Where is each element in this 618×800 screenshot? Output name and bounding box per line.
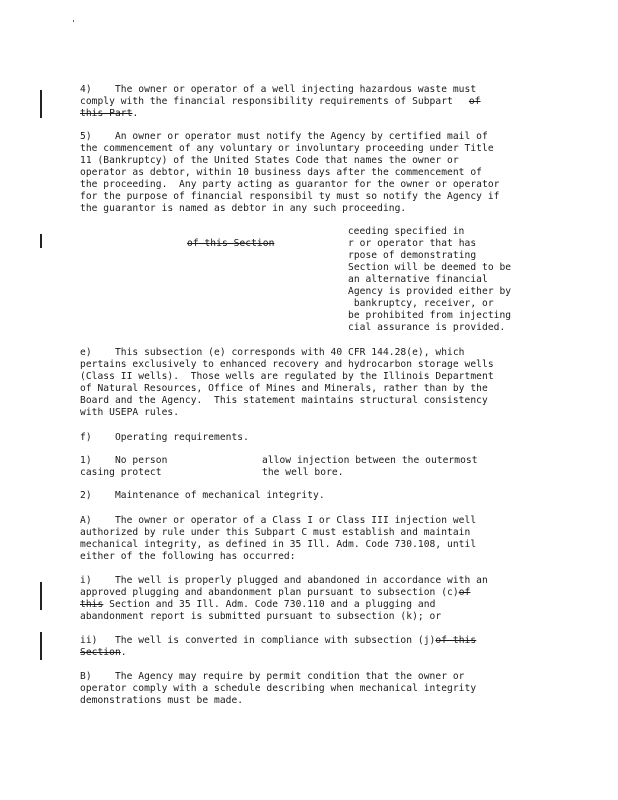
item-e-line: Board and the Agency. This statement maintains structural consistency (80, 395, 488, 406)
item4-deleted-of: of (468, 96, 481, 107)
fragment-line: r or operator that has (348, 238, 477, 249)
item5-line: 5) An owner or operator must notify the Agency by certified mail of (80, 131, 488, 142)
fragment-line: bankruptcy, receiver, or (348, 298, 494, 309)
item4-line1: 4) The owner or operator of a well injecting hazardous waste must (80, 84, 477, 95)
item-A-line: authorized by rule under this Subpart C must establish and maintain (80, 527, 471, 538)
page-mark: ' (71, 19, 76, 28)
item4-line3 (80, 108, 138, 120)
item5-line: operator as debtor, within 10 business days after the commencement of (80, 167, 482, 178)
item5-line: 11 (Bankruptcy) of the United States Code that names the owner or (80, 155, 459, 166)
item-i-line3-rest: Section and 35 Ill. Adm. Code 730.110 and a plugging and (103, 599, 436, 610)
fragment-deleted-text: of this Section (187, 238, 275, 249)
item-i-line2-text: approved plugging and abandonment plan pursuant to subsection (c) (80, 587, 459, 598)
item-f-heading: f) Operating requirements. (80, 432, 249, 443)
item-B-line: B) The Agency may require by permit condition that the owner or (80, 671, 465, 682)
item4-line2 (80, 96, 481, 108)
item-ii-line1-text: ii) The well is converted in compliance with subsection (j) (80, 635, 436, 646)
item-e-line: of Natural Resources, Office of Mines and Minerals, rather than by the (80, 383, 488, 394)
fragment-line: cial assurance is provided. (348, 322, 506, 333)
item-i-line4: abandonment report is submitted pursuant to subsection (k); or (80, 611, 442, 622)
item-B-line: demonstrations must be made. (80, 695, 244, 706)
item-i-deleted-this: this (80, 599, 104, 610)
item4-deleted-this-part: this Part (80, 108, 133, 119)
item-e-line: e) This subsection (e) corresponds with 40 CFR 144.28(e), which (80, 347, 465, 358)
item-ii-deleted-section: Section (80, 647, 121, 658)
item5-line: the commencement of any voluntary or involuntary proceeding under Title (80, 143, 494, 154)
item4-line3-end: . (132, 108, 139, 119)
item5-line: the proceeding. Any party acting as guarantor for the owner or operator (80, 179, 500, 190)
item-f1-line2-left: casing protect (80, 467, 162, 478)
item5-line: the guarantor is named as debtor in any such proceeding. (80, 203, 407, 214)
fragment-line: ceeding specified in (342, 226, 465, 237)
fragment-line: Section will be deemed to be (348, 262, 512, 273)
change-bar-item-ii (40, 632, 42, 660)
item-ii-deleted-of-this: of this (435, 635, 477, 646)
fragment-line: be prohibited from injecting (348, 310, 512, 321)
item-A-line: A) The owner or operator of a Class I or Class III injection well (80, 515, 477, 526)
change-bar-item4 (40, 90, 42, 118)
item-e-line: pertains exclusively to enhanced recovery and hydrocarbon storage wells (80, 359, 494, 370)
item-ii-line2 (80, 647, 127, 659)
item-A-line: mechanical integrity, as defined in 35 Ill. Adm. Code 730.108, until (80, 539, 477, 550)
item-f2-heading: 2) Maintenance of mechanical integrity. (80, 490, 325, 501)
change-bar-item-i (40, 582, 42, 610)
item-B-line: operator comply with a schedule describing when mechanical integrity (80, 683, 477, 694)
item-f1-line1-right: allow injection between the outermost (262, 455, 478, 466)
item-A-line: either of the following has occurred: (80, 551, 296, 562)
item4-line2-text: comply with the financial responsibility requirements of Subpart (80, 96, 453, 107)
item-i-line1: i) The well is properly plugged and abandoned in accordance with an (80, 575, 488, 586)
item-e-line: with USEPA rules. (80, 407, 180, 418)
change-bar-fragment (40, 234, 42, 248)
fragment-line: an alternative financial (348, 274, 488, 285)
fragment-line: Agency is provided either by (348, 286, 512, 297)
item-ii-line1 (80, 635, 476, 647)
item-ii-line2-end: . (120, 647, 127, 658)
item5-line: for the purpose of financial responsibil ty must so notify the Agency if (80, 191, 500, 202)
item-i-deleted-of: of (458, 587, 471, 598)
fragment-line: rpose of demonstrating (348, 250, 477, 261)
item-e-line: (Class II wells). Those wells are regulated by the Illinois Department (80, 371, 494, 382)
item-f1-line2-right: the well bore. (262, 467, 344, 478)
item-i-line3 (80, 599, 435, 611)
item-i-line2 (80, 587, 470, 599)
item-f1-line1-left: 1) No person (80, 455, 168, 466)
